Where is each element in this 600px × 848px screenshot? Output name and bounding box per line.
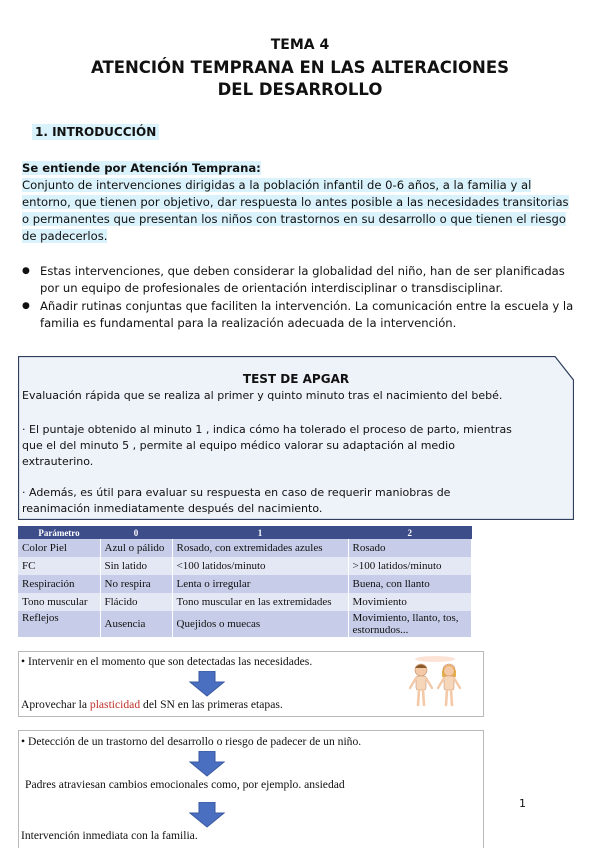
column-header: 2 [348,526,472,539]
list-item: ● Estas intervenciones, que deben considerar la globalidad del niño, han de ser planificadas por un equipo de profesionales de orientación interdisciplinar o transdisciplinar. [22,263,578,297]
table-cell: Sin latido [100,557,172,575]
flow2-step-2: Padres atraviesan cambios emocionales como, por ejemplo. ansiedad [25,778,345,791]
table-row [18,557,472,575]
title-line-1: ATENCIÓN TEMPRANA EN LAS ALTERACIONES [90,58,510,77]
table-row [18,539,472,557]
table-row [18,575,472,593]
arrow-down-icon [189,671,225,697]
arrow-down-icon [189,802,225,828]
table-cell: Rosado [348,539,472,557]
table-row [18,593,472,611]
table-cell: No respira [100,575,172,593]
section-heading: 1. INTRODUCCIÓN [32,124,159,140]
flow-box-2 [18,730,484,848]
flow1-step-2 [21,698,283,711]
apgar-callout [18,356,574,520]
table-cell: Rosado, con extremidades azules [172,539,348,557]
apgar-title: TEST DE APGAR [242,372,350,386]
table-cell: Respiración [18,575,100,593]
column-header: 1 [172,526,348,539]
table-cell: Movimiento, llanto, tos, estornudos... [348,611,472,637]
apgar-point-2: · Además, es útil para evaluar su respuesta en caso de requerir maniobras de reanimación inmediatamente después del nacimiento. [22,486,451,515]
table-cell: Tono muscular en las extremidades [172,593,348,611]
definition-term: Se entiende por Atención Temprana: [22,161,261,175]
flow2-step-1: • Detección de un trastorno del desarrollo o riesgo de padecer de un niño. [21,735,362,748]
table-row [18,611,472,637]
page-number: 1 [519,797,526,810]
table-header-row [18,526,472,539]
flow2-step-3: Intervención inmediata con la familia. [21,829,198,842]
apgar-point-1: · El puntaje obtenido al minuto 1 , indica cómo ha tolerado el proceso de parto, mientras que el del minuto 5 , permite al equipo médico valorar su adaptación al medio extrauterino. [22,423,512,468]
apgar-subtitle: Evaluación rápida que se realiza al primer y quinto minuto tras el nacimiento del bebé. [22,389,503,402]
table-cell: Ausencia [100,611,172,637]
flow1-highlight-word: plasticidad [89,698,141,711]
flow1-step-2-after: del SN en las primeras etapas. [140,698,283,711]
bullet-list [22,263,578,333]
table-cell: FC [18,557,100,575]
table-cell: Buena, con llanto [348,575,472,593]
column-header: 0 [100,526,172,539]
table-cell: Color Piel [18,539,100,557]
flow-box-1 [18,651,484,717]
title-line-2: DEL DESARROLLO [217,80,383,99]
apgar-table [18,526,472,637]
table-cell: >100 latidos/minuto [348,557,472,575]
table-cell: Lenta o irregular [172,575,348,593]
table-cell: <100 latidos/minuto [172,557,348,575]
document-title [0,36,600,101]
topic-label: TEMA 4 [270,37,330,53]
table-cell: Reflejos [18,611,100,637]
flow1-step-1: • Intervenir en el momento que son detectadas las necesidades. [21,655,313,668]
table-cell: Azul o pálido [100,539,172,557]
definition-text: Conjunto de intervenciones dirigidas a la población infantil de 0-6 años, a la familia y al entorno, que tienen por objetivo, dar respuesta lo antes posible a las necesidades transitorias o permanentes que presentan los niños con trastornos en su desarrollo o que tienen el riesgo de padecerlos. [22,178,569,243]
table-cell: Tono muscular [18,593,100,611]
definition-block [22,160,578,245]
column-header: Parámetro [18,526,100,539]
table-cell: Flácido [100,593,172,611]
children-illustration [405,655,465,711]
table-cell: Movimiento [348,593,472,611]
arrow-down-icon [189,751,225,777]
list-item: ● Añadir rutinas conjuntas que faciliten la intervención. La comunicación entre la escuela y la familia es fundamental para la realización adecuada de la intervención. [22,298,578,332]
table-cell: Quejidos o muecas [172,611,348,637]
flow1-step-2-before: Aprovechar la [21,698,90,711]
